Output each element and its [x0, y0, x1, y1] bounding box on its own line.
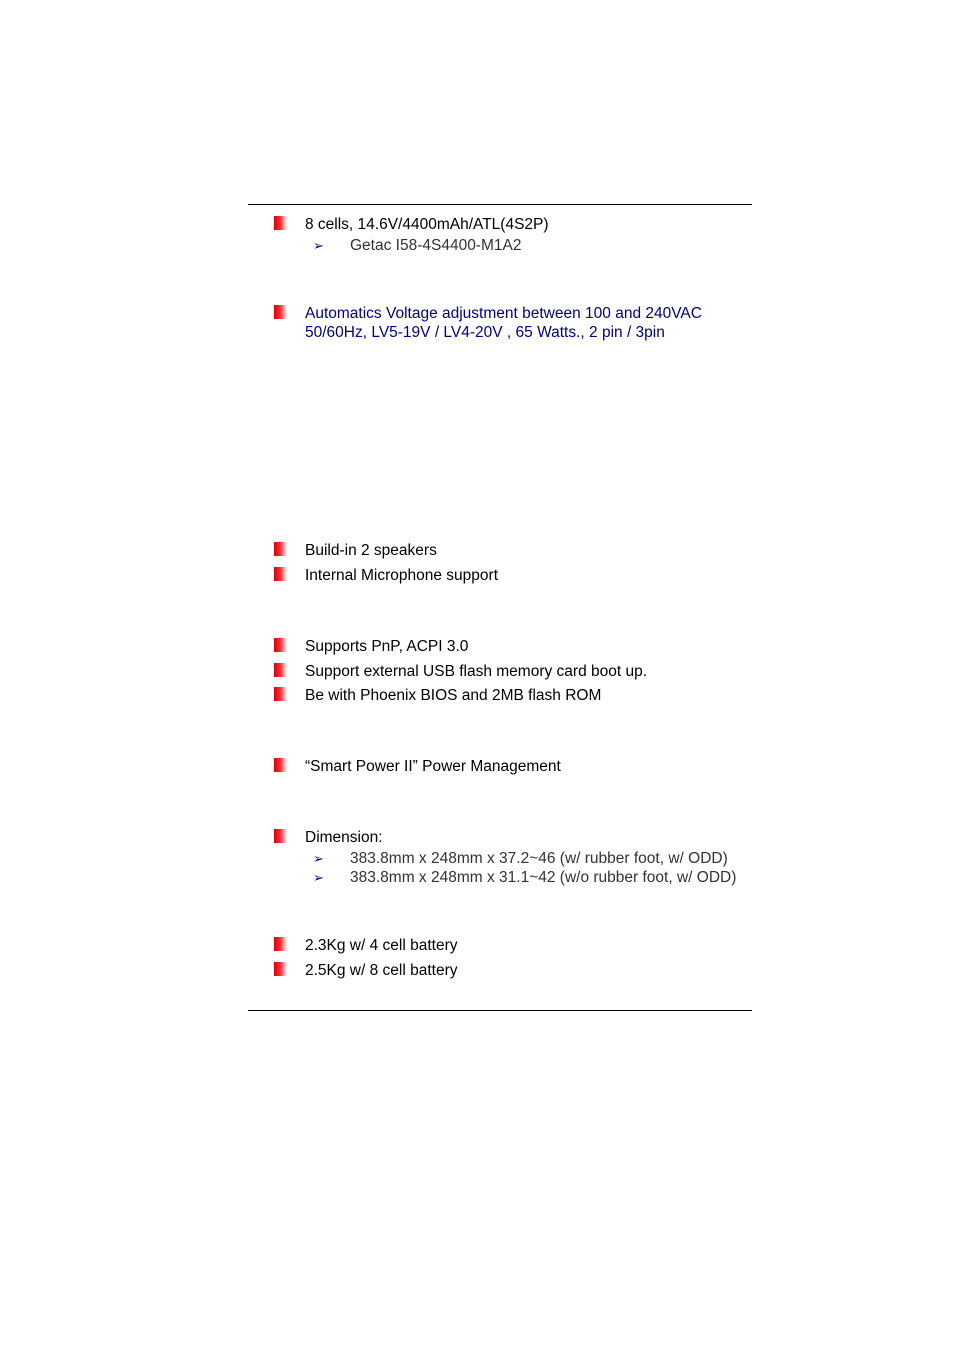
bullet-icon: [274, 216, 288, 230]
bullet-icon: [274, 687, 288, 701]
bullet-icon: [274, 638, 288, 652]
bios-pnp: Supports PnP, ACPI 3.0: [305, 638, 469, 655]
battery-model: Getac I58-4S4400-M1A2: [350, 237, 522, 254]
arrow-icon: ➢: [313, 238, 324, 253]
arrow-icon: ➢: [313, 851, 324, 866]
dimension-without-foot: 383.8mm x 248mm x 31.1~42 (w/o rubber foot, w/ ODD): [350, 869, 737, 886]
battery-item: 8 cells, 14.6V/4400mAh/ATL(4S2P): [305, 216, 549, 233]
bullet-icon: [274, 567, 288, 581]
bullet-icon: [274, 962, 288, 976]
dimension-label: Dimension:: [305, 829, 383, 846]
power-management: “Smart Power II” Power Management: [305, 758, 561, 775]
bottom-rule: [248, 1010, 752, 1011]
weight-4-cell: 2.3Kg w/ 4 cell battery: [305, 937, 458, 954]
bullet-icon: [274, 758, 288, 772]
audio-speakers: Build-in 2 speakers: [305, 542, 437, 559]
adapter-line-2: 50/60Hz, LV5-19V / LV4-20V , 65 Watts., 2 pin / 3pin: [305, 324, 665, 341]
weight-8-cell: 2.5Kg w/ 8 cell battery: [305, 962, 458, 979]
bios-phoenix: Be with Phoenix BIOS and 2MB flash ROM: [305, 687, 602, 704]
bullet-icon: [274, 937, 288, 951]
bullet-icon: [274, 663, 288, 677]
bullet-icon: [274, 542, 288, 556]
bullet-icon: [274, 305, 288, 319]
dimension-with-foot: 383.8mm x 248mm x 37.2~46 (w/ rubber foot, w/ ODD): [350, 850, 728, 867]
bullet-icon: [274, 829, 288, 843]
audio-microphone: Internal Microphone support: [305, 567, 499, 584]
top-rule: [248, 204, 752, 205]
adapter-line-1: Automatics Voltage adjustment between 100 and 240VAC: [305, 305, 702, 322]
arrow-icon: ➢: [313, 870, 324, 885]
bios-usb-boot: Support external USB flash memory card boot up.: [305, 663, 648, 680]
